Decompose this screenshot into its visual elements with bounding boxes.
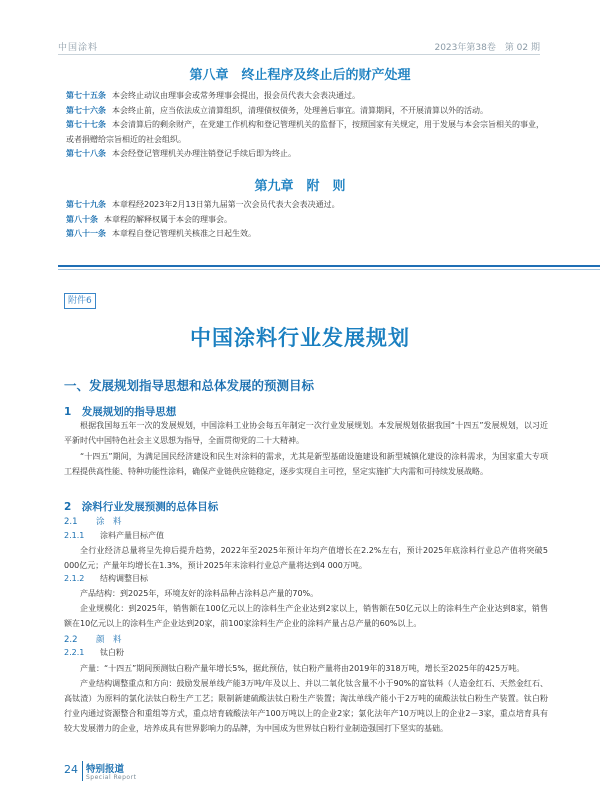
article-text: 本章程自登记管理机关核准之日起生效。 (112, 229, 256, 238)
article-78 (66, 147, 548, 162)
subsection-heading: 1 发展规划的指导思想 (64, 406, 177, 418)
article-76 (66, 104, 548, 119)
article-text: 本会终止动议由理事会或常务理事会提出，报会员代表大会表决通过。 (112, 91, 360, 100)
sub-heading-2-1 (64, 515, 122, 527)
article-text: 本会经登记管理机关办理注销登记手续后即为终止。 (112, 149, 296, 158)
article-81 (66, 227, 548, 242)
article-text: 本章程的解释权属于本会的理事会。 (104, 214, 232, 224)
journal-name: 中国涂料 (58, 43, 99, 53)
document-title: 中国涂料行业发展规划 (190, 326, 410, 350)
article-text: 本会清算后的剩余财产，在党建工作机构和登记管理机关的监督下，按照国家有关规定，用于发展与本会宗旨相关的事业，或者捐赠给宗旨相近的社会组织。 (66, 120, 544, 144)
heading-label: 涂 料 (96, 517, 122, 527)
article-number: 第七十六条 (66, 105, 106, 115)
paragraph: 产业结构调整重点和方向：鼓励发展单线产能3万吨/年及以上、并以二氧化钛含量不小于90%的富钛料（人造金红石、天然金红石、高钛渣）为原料的氯化法钛白粉生产工艺；限制新建硫酸法钛白粉生产装置；淘汰单线产能小于2万吨的硫酸法钛白粉生产装置。钛白粉行业内通过资源整合和重组等方式，重点培育硫酸法年产100万吨以上的企业2家；氯化法年产10万吨以上的企业2－3家，重点培育具有较大发展潜力的企业，培养成具有世界影响力的品牌，为中国成为世界钛白粉行业制造强国打下坚实的基础。 (64, 679, 548, 733)
article-number: 第七十八条 (66, 149, 106, 158)
section-divider (58, 265, 600, 267)
heading-number: 2.2 (64, 635, 78, 645)
page-number: 24 (64, 763, 78, 776)
chapter-9-title: 第九章 附 则 (254, 179, 346, 194)
article-number: 第八十条 (66, 214, 98, 224)
sub-heading-2-1-2 (64, 573, 148, 584)
heading-label: 涂料产量目标产值 (100, 531, 164, 540)
heading-number: 2.1.1 (64, 531, 85, 540)
heading-number: 2.1 (64, 517, 78, 527)
paragraph: 产量：“十四五”期间预测钛白粉产量年增长5%，据此预估，钛白粉产量将由2019年的318万吨，增长至2025年的425万吨。 (80, 664, 525, 673)
subsection-heading: 2 涂料行业发展预测的总体目标 (64, 501, 219, 513)
paragraph: 企业规模化：到2025年，销售额在100亿元以上的涂料生产企业达到2家以上，销售额在50亿元以上的涂料生产企业达到8家，销售额在10亿元以上的涂料生产企业达到20家，前100家涂料生产企业的涂料产量占总产量的60%以上。 (64, 604, 548, 628)
chapter-8-title: 第八章 终止程序及终止后的财产处理 (189, 68, 411, 83)
article-text: 本会终止前，应当依法成立清算组织，清理债权债务，处理善后事宜。清算期间，不开展清算以外的活动。 (112, 105, 488, 115)
header-divider (58, 54, 540, 55)
sub-heading-2-2 (64, 633, 122, 645)
sub-heading-2-1-1 (64, 530, 164, 541)
footer-divider (82, 761, 83, 781)
paragraph: “十四五”期间，为满足国民经济建设和民生对涂料的需求，尤其是新型基础设施建设和新型城镇化建设的涂料需求，为国家重大专项工程提供高性能、特种功能性涂料，确保产业链供应链稳定，逐步实现自主可控，坚定实施扩大内需和可持续发展战略。 (64, 452, 548, 476)
article-number: 第七十七条 (66, 120, 106, 129)
heading-label: 结构调整目标 (100, 574, 148, 583)
article-77 (66, 118, 548, 147)
section-divider-thin (58, 269, 600, 270)
issue-info: 2023年第38卷 第 02 期 (434, 43, 540, 53)
heading-number: 2.2.1 (64, 648, 85, 657)
sub-heading-2-2-1 (64, 647, 124, 658)
section-heading: 一、发展规划指导思想和总体发展的预测目标 (64, 378, 315, 393)
article-text: 本章程经2023年2月13日第九届第一次会员代表大会表决通过。 (112, 200, 340, 209)
article-number: 第七十五条 (66, 91, 106, 100)
article-number: 第八十一条 (66, 229, 106, 238)
footer-section-en: Special Report (86, 774, 137, 781)
heading-label: 钛白粉 (100, 648, 124, 657)
paragraph: 根据我国每五年一次的发展规划，中国涂料工业协会每五年制定一次行业发展规划。本发展规划依据我国“十四五”发展规划，以习近平新时代中国特色社会主义思想为指导，全面贯彻党的二十大精神。 (64, 421, 548, 445)
article-75 (66, 89, 548, 104)
heading-label: 颜 料 (96, 635, 122, 645)
heading-number: 2.1.2 (64, 574, 85, 583)
article-79 (66, 198, 548, 213)
article-number: 第七十九条 (66, 200, 106, 209)
paragraph: 产品结构：到2025年，环境友好的涂料品种占涂料总产量的70%。 (80, 589, 319, 598)
article-80 (66, 213, 548, 228)
footer-section-cn: 特别报道 (86, 764, 125, 775)
attachment-badge: 附件6 (64, 293, 96, 309)
paragraph: 全行业经济总量将呈先抑后提升趋势，2022年至2025年预计年均产值增长在2.2%左右，预计2025年底涂料行业总产值将突破5 000亿元；产量年均增长在1.3%，预计2025年末涂料行业总产量将达到4 000万吨。 (64, 546, 548, 570)
